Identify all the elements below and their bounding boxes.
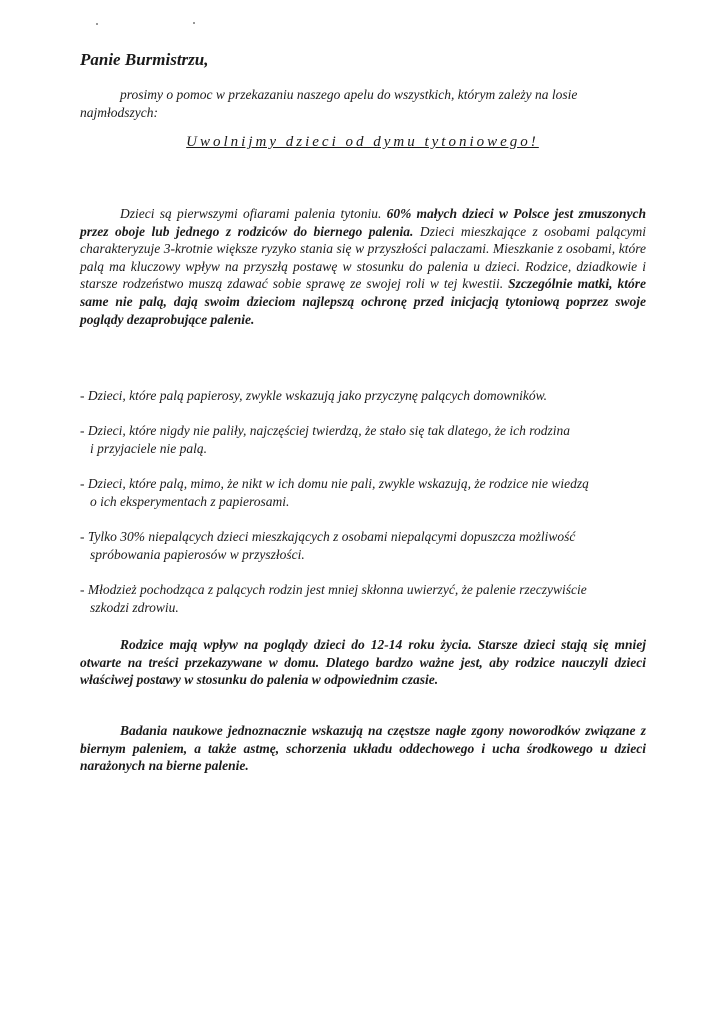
list-item — [80, 475, 646, 511]
list-item — [80, 422, 646, 458]
slogan-heading: Uwolnijmy dzieci od dymu tytoniowego! — [186, 134, 539, 150]
list-item — [80, 581, 646, 617]
list-item-line-1: - Młodzież pochodząca z palących rodzin jest mniej skłonna uwierzyć, że palenie rzeczywiście — [80, 582, 587, 597]
salutation: Panie Burmistrzu, — [80, 50, 209, 69]
scan-speck — [193, 22, 195, 24]
paragraph-2: Rodzice mają wpływ na poglądy dzieci do 12-14 roku życia. Starsze dzieci stają się mniej otwarte na treści przekazywane w domu. Dlatego bardzo ważne jest, aby rodzice nauczyli dzieci właściwej postawy w stosunku do palenia w odpowiednim czasie. — [80, 637, 646, 688]
list-item-line-2: szkodzi zdrowiu. — [90, 600, 179, 615]
paragraph-1-bold-conclusion: Szczególnie matki, które same nie palą, dają swoim dzieciom najlepszą ochronę przed inicjacją tytoniową poprzez swoje poglądy dezaprobujące palenie. — [80, 276, 647, 327]
paragraph-1-body: Dzieci mieszkające z osobami palącymi charakteryzuje 3-krotnie większe ryzyko stania się w przyszłości palaczami. Mieszkanie z osobami, które palą ma kluczowy wpływ na przyszłą postawę w stosunku do palenia u dzieci. Rodzice, dziadkowie i starsze rodzeństwo muszą zdawać sobie sprawę ze swojej roli w tej kwestii. — [80, 223, 646, 292]
list-item-line-1: - Tylko 30% niepalących dzieci mieszkających z osobami niepalącymi dopuszcza możliwość — [80, 529, 576, 544]
paragraph-1-sentence-1: Dzieci są pierwszymi ofiarami palenia tytoniu. — [120, 206, 387, 221]
list-item — [80, 387, 646, 405]
paragraph-1-bold-statistic: 60% małych dzieci w Polsce jest zmuszonych przez oboje lub jednego z rodziców do biernego palenia. — [80, 206, 646, 239]
bullet-list — [80, 387, 646, 634]
list-item — [80, 528, 646, 564]
paragraph-3: Badania naukowe jednoznacznie wskazują na częstsze nagłe zgony noworodków związane z biernym paleniem, a także astmę, schorzenia układu oddechowego i ucha środkowego u dzieci narażonych na bierne palenie. — [80, 723, 646, 774]
list-item-line-2: o ich eksperymentach z papierosami. — [90, 494, 290, 509]
scan-speck — [96, 23, 98, 25]
list-item-line-2: spróbowania papierosów w przyszłości. — [90, 547, 305, 562]
intro-text: prosimy o pomoc w przekazaniu naszego apelu do wszystkich, którym zależy na losie najmłodszych: — [80, 87, 578, 120]
list-item-line-1: - Dzieci, które nigdy nie paliły, najczęściej twierdzą, że stało się tak dlatego, że ich rodzina — [80, 423, 571, 438]
list-item-line-2: i przyjaciele nie palą. — [90, 441, 207, 456]
list-item-line-1: - Dzieci, które palą, mimo, że nikt w ich domu nie pali, zwykle wskazują, że rodzice nie wiedzą — [80, 476, 589, 491]
paragraph-1 — [80, 205, 646, 328]
list-item-line-1: - Dzieci, które palą papierosy, zwykle wskazują jako przyczynę palących domowników. — [80, 388, 548, 403]
